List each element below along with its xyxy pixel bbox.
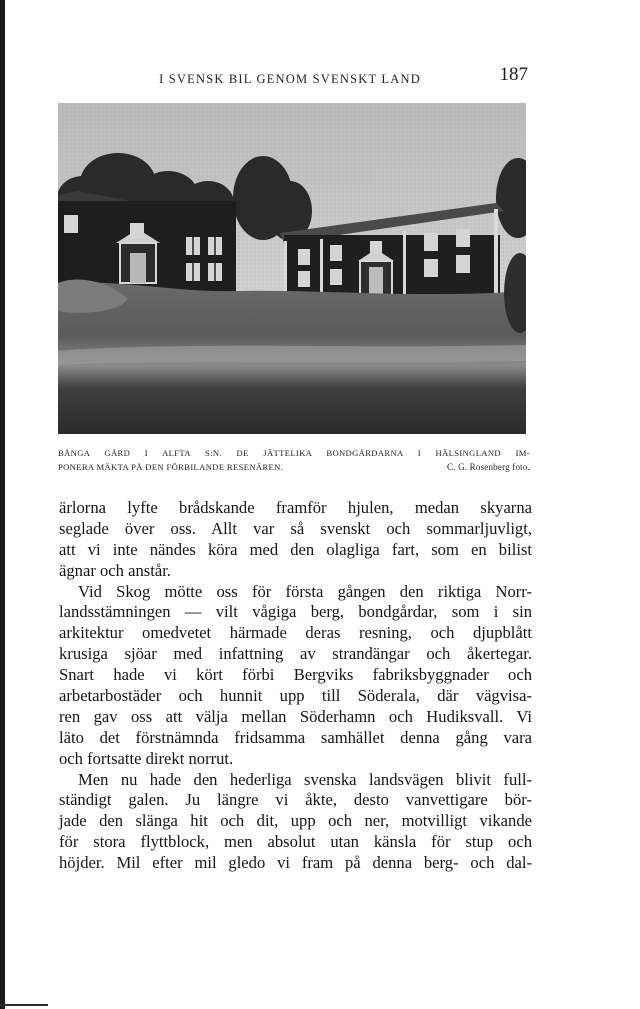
text-line: seglade över oss. Allt var så svenskt och sommarljuvligt,: [59, 518, 532, 538]
text-line: Men nu hade den hederliga svenska landsvägen blivit full-: [78, 769, 532, 789]
text-line: Snart hade vi kört förbi Bergviks fabriksbyggnader och: [59, 665, 532, 685]
body-text: [59, 498, 532, 874]
text-line: läto det förstnämnda fridsamma samhället denna gång vara: [59, 727, 532, 747]
caption-line-2: [58, 460, 530, 474]
running-title: I SVENSK BIL GENOM SVENSKT LAND: [159, 72, 421, 86]
text-line: landsstämningen — vilt vågiga berg, bondgårdar, som i sin: [59, 602, 532, 622]
text-line: att vi inte nändes köra med den olagliga fart, som en bilist: [59, 539, 532, 559]
page-edge-rule: [0, 0, 5, 1009]
text-line: för stora flyttblock, men absolut utan känsla för stup och: [59, 832, 532, 852]
text-line: ärlorna lyfte brådskande framför hjulen, medan skyarna: [59, 498, 532, 517]
text-line: jade den slänga hit och dit, upp och ner, motvilligt vikande: [59, 811, 532, 831]
page-footer-rule: [0, 1004, 48, 1006]
text-line: höjder. Mil efter mil gledo vi fram på denna berg- och dal-: [59, 853, 532, 873]
photo-credit: C. G. Rosenberg foto.: [446, 462, 530, 472]
text-line: och fortsatte direkt norrut.: [59, 748, 234, 768]
text-line: ständigt galen. Ju längre vi åkte, desto vanvettigare bör-: [59, 790, 532, 810]
text-line: arbetarbostäder och hunnit upp till Söderala, där vägvisa-: [59, 686, 532, 706]
text-line: Vid Skog mötte oss för första gången den riktiga Norr-: [78, 581, 532, 601]
text-line: ren gav oss att välja mellan Söderhamn och Hudiksvall. Vi: [59, 706, 532, 726]
caption-line-2-text: PONERA MÄKTA PÅ DEN FÖRBILANDE RESENÄREN.: [58, 462, 284, 472]
figure-caption: [58, 446, 530, 474]
text-line: ägnar och anstår.: [59, 560, 171, 580]
text-line: arkitektur omedvetet härmade deras resning, och djupblått: [59, 623, 532, 643]
farmhouse-photo: [58, 103, 526, 434]
page-number: 187: [499, 64, 528, 85]
caption-line-1: BÅNGA GÅRD I ALFTA S:N. DE JÄTTELIKA BONDGÅRDARNA I HÄLSINGLAND IM-: [58, 448, 530, 458]
text-line: krusiga sjöar med infattning av strandängar och åkertegar.: [59, 644, 532, 664]
